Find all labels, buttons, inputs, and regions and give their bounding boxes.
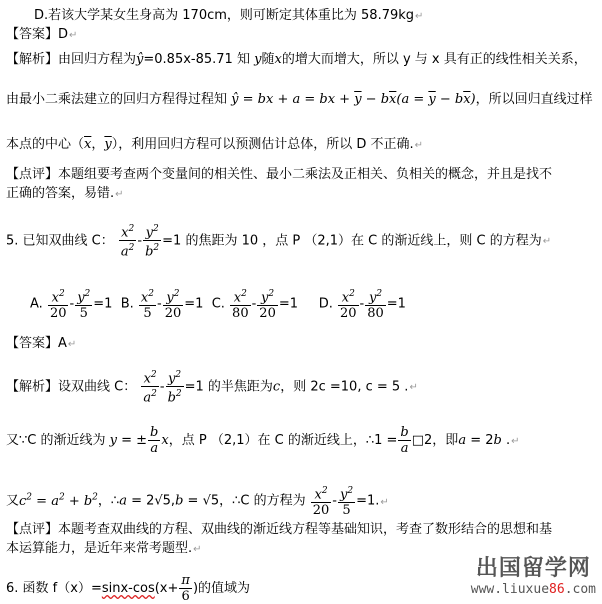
analysis-4-line3: 本点的中心（$\overline{x}$，$\overline{y}$），利用回归方程可以预测估计总体，所以 D 不正确.↵: [6, 137, 424, 152]
return-mark-icon: ↵: [542, 236, 552, 248]
y-hat: ŷ: [136, 52, 144, 67]
return-mark-icon: ↵: [415, 11, 424, 22]
return-mark-icon: ↵: [193, 544, 202, 555]
analysis-5-line1: 【解析】设双曲线 C： $\frac{x^2}{a^2}$ - $\frac{y^2}{b^2}$ =1 的半焦距为c，则 2c =10, c = 5 .↵: [6, 370, 418, 406]
return-mark-icon: ↵: [409, 382, 418, 394]
option-d-text: D.若该大学某女生身高为 170cm，则可断定其体重比为 58.79kg↵: [34, 8, 424, 23]
regression-formula: ŷ = bx + a = bx + $\overline{y} - b\overline{x}(a = \overline{y} - b\overline{x})$: [231, 92, 476, 107]
return-mark-icon: ↵: [414, 140, 424, 151]
analysis-5-line2: 又∵C 的渐近线为 y = ± $\frac{b}{a}$ x，点 P （2,1）在 C 的渐近线上，∴1 = $\frac{b}{a}$ □2，即a = 2b .↵: [6, 425, 520, 456]
analysis-4-line1: 【解析】由回归方程为ŷ=0.85x-85.71 知 y随x的增大而增大，所以 y 与 x 具有正的线性相关关系，: [6, 52, 587, 67]
analysis-5-line3: 又$c^2 = a^2 + b^2$，∴a = 2√5,b = √5，∴C 的方程为 $\frac{x^2}{20}$ - $\frac{y^2}{5}$ =1.↵: [6, 486, 389, 519]
return-mark-icon: ↵: [69, 30, 78, 41]
return-mark-icon: ↵: [67, 339, 77, 350]
site-watermark: [471, 551, 596, 597]
comment-5-line2: 本运算能力，是近年来常考题型.↵: [6, 541, 202, 556]
watermark-url: www.liuxue86.com: [470, 582, 596, 597]
question-6: 6. 函数 f（x）=sinx-cos(x+ $\frac{\pi}{6}$ )的值域为: [6, 573, 251, 604]
answer-5: 【答案】A↵: [6, 336, 77, 351]
return-mark-icon: ↵: [380, 496, 389, 508]
watermark-title: 出国留学网: [475, 556, 591, 581]
answer-4: 【答案】D↵: [6, 27, 78, 42]
comment-4-line1: 【点评】本题组要考查两个变量间的相关性、最小二乘法及正相关、负相关的概念，并且是找不: [6, 167, 553, 182]
comment-5-line1: 【点评】本题考查双曲线的方程、双曲线的渐近线方程等基础知识，考查了数形结合的思想和基: [6, 522, 553, 537]
analysis-4-line2: 由最小二乘法建立的回归方程得过程知 ŷ = bx + a = bx + $\overline{y} - b\overline{x}(a = \overline{y} - b\overline{x})$，所以回归直线过样: [6, 92, 593, 107]
return-mark-icon: ↵: [115, 189, 124, 200]
options-row: A. $\frac{x^2}{20}$ - $\frac{y^2}{5}$ =1 B. $\frac{x^2}{5}$ - $\frac{y^2}{20}$ =1 C. $\frac{x^2}{80}$ - $\frac{y^2}{20}$ =1 D. $\frac{x^2}{20}$ - $\frac{y^2}{80}$ =1: [30, 289, 406, 322]
return-mark-icon: ↵: [511, 436, 520, 447]
question-5: 5. 已知双曲线 C： $\frac{x^2}{a^2}$ - $\frac{y^2}{b^2}$ =1 的焦距为 10 ，点 P （2,1）在 C 的渐近线上，则 C 的方程为↵: [6, 224, 552, 260]
comment-4-line2: 正确的答案，易错.↵: [6, 186, 124, 201]
